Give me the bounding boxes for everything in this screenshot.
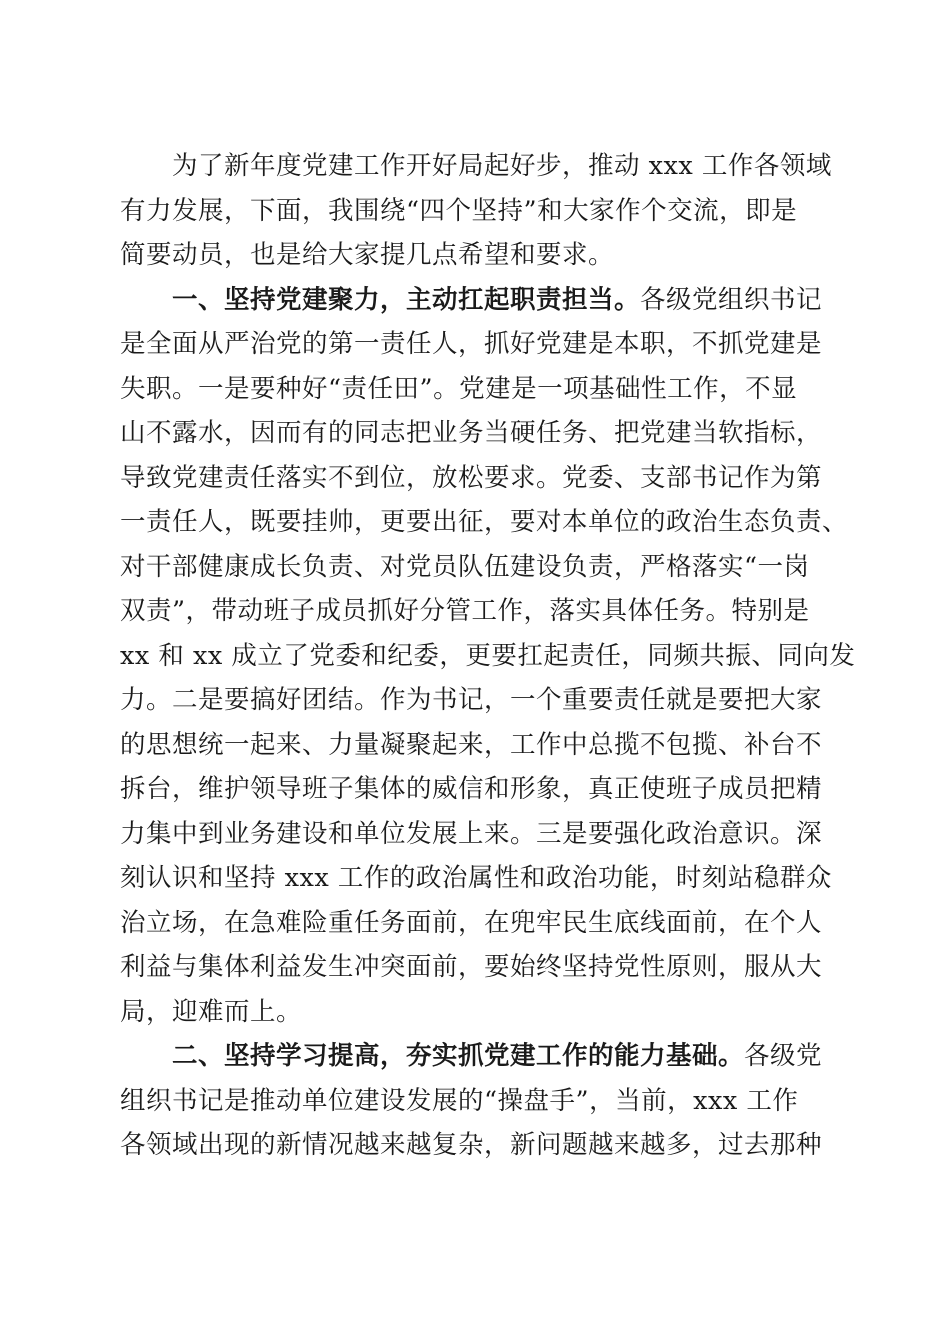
paragraph-line: 失职。一是要种好“责任田”。党建是一项基础性工作，不显 xyxy=(120,373,798,404)
paragraph-line: 对干部健康成长负责、对党员队伍建设负责，严格落实“一岗 xyxy=(120,551,810,582)
section-two-first-line xyxy=(120,1034,832,1079)
paragraph-line: xx 和 xx 成立了党委和纪委，更要扛起责任，同频共振、同向发 xyxy=(120,640,856,671)
section-two-paragraph xyxy=(120,1034,832,1168)
paragraph-line: 山不露水，因而有的同志把业务当硬任务、把党建当软指标， xyxy=(120,418,823,448)
document-body xyxy=(120,144,856,1168)
section-one-paragraph xyxy=(120,278,856,1035)
paragraph-line: 拆台，维护领导班子集体的威信和形象，真正使班子成员把精 xyxy=(120,774,823,804)
paragraph-line: 力集中到业务建设和单位发展上来。三是要强化政治意识。深 xyxy=(120,818,823,849)
paragraph-line: 是全面从严治党的第一责任人，抓好党建是本职，不抓党建是 xyxy=(120,329,823,359)
paragraph-line: 的思想统一起来、力量凝聚起来，工作中总揽不包揽、补台不 xyxy=(120,729,823,760)
paragraph-line: 有力发展，下面，我围绕“四个坚持”和大家作个交流，即是 xyxy=(120,195,798,226)
paragraph-line: 简要动员，也是给大家提几点希望和要求。 xyxy=(120,240,615,270)
paragraph-line: 导致党建责任落实不到位，放松要求。党委、支部书记作为第 xyxy=(120,462,823,493)
paragraph-text: 各级党组织书记 xyxy=(640,284,823,315)
paragraph-line: 利益与集体利益发生冲突面前，要始终坚持党性原则，服从大 xyxy=(120,952,823,982)
paragraph-line: 组织书记是推动单位建设发展的“操盘手”，当前，xxx 工作 xyxy=(120,1085,799,1116)
paragraph-line: 各领域出现的新情况越来越复杂，新问题越来越多，过去那种 xyxy=(120,1130,823,1160)
paragraph-line: 一责任人，既要挂帅，更要出征，要对本单位的政治生态负责、 xyxy=(120,507,849,537)
paragraph-line: 刻认识和坚持 xxx 工作的政治属性和政治功能，时刻站稳群众 xyxy=(120,863,832,893)
paragraph-line: 双责”，带动班子成员抓好分管工作，落实具体任务。特别是 xyxy=(120,596,810,626)
paragraph-line: 力。二是要搞好团结。作为书记，一个重要责任就是要把大家 xyxy=(120,685,823,715)
opening-paragraph xyxy=(120,144,832,278)
paragraph-line: 局，迎难而上。 xyxy=(120,996,303,1027)
section-one-first-line xyxy=(120,278,832,323)
paragraph-line: 为了新年度党建工作开好局起好步，推动 xxx 工作各领域 xyxy=(172,151,832,181)
paragraph-line: 治立场，在急难险重任务面前，在兜牢民生底线面前，在个人 xyxy=(120,907,823,938)
section-one-heading: 一、坚持党建聚力，主动扛起职责担当。 xyxy=(172,284,641,315)
paragraph-text: 各级党 xyxy=(744,1041,823,1071)
section-two-heading: 二、坚持学习提高，夯实抓党建工作的能力基础。 xyxy=(172,1041,745,1071)
